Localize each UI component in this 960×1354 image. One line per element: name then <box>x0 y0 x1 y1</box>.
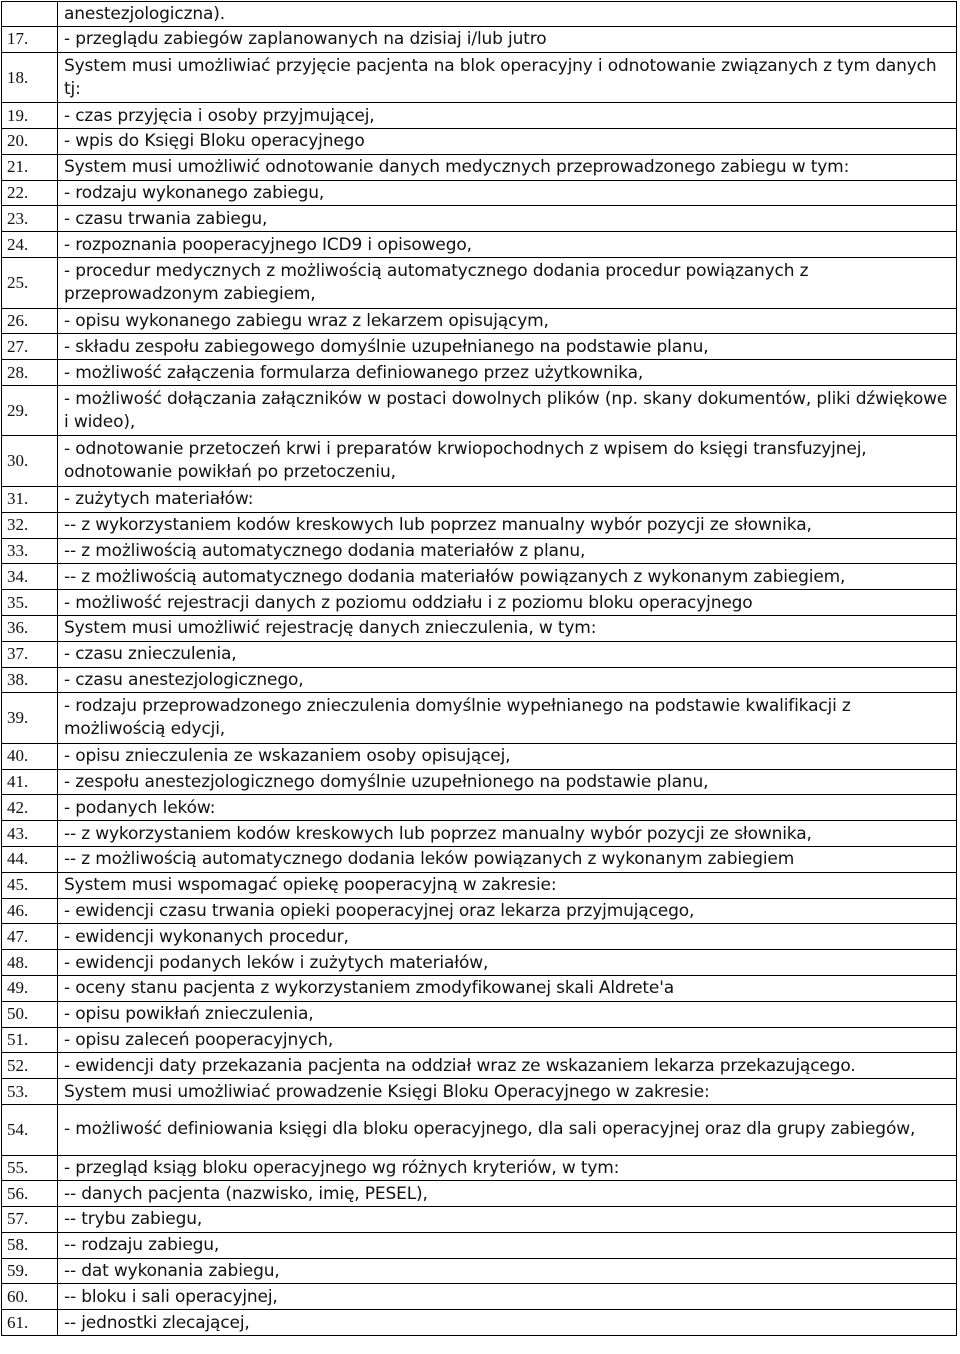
requirement-text: - opisu znieczulenia ze wskazaniem osoby opisującej, <box>58 743 957 769</box>
requirement-text: - rodzaju przeprowadzonego znieczulenia domyślnie wypełnianego na podstawie kwalifikacji z możliwością edycji, <box>58 693 957 744</box>
requirement-text: - odnotowanie przetoczeń krwi i preparatów krwiopochodnych z wpisem do księgi transfuzyjnej, odnotowanie powikłań po przetoczeniu, <box>58 436 957 487</box>
requirement-text: - składu zespołu zabiegowego domyślnie uzupełnianego na podstawie planu, <box>58 334 957 360</box>
table-row <box>2 641 957 667</box>
table-row <box>2 1001 957 1027</box>
row-number: 51. <box>2 1027 58 1053</box>
table-row <box>2 615 957 641</box>
requirement-text: System musi umożliwić rejestrację danych znieczulenia, w tym: <box>58 615 957 641</box>
table-row <box>2 667 957 693</box>
table-row <box>2 872 957 898</box>
requirement-text: - opisu powikłań znieczulenia, <box>58 1001 957 1027</box>
table-row <box>2 743 957 769</box>
table-row <box>2 821 957 847</box>
requirement-text: - opisu zaleceń pooperacyjnych, <box>58 1027 957 1053</box>
table-row <box>2 769 957 795</box>
row-number: 35. <box>2 590 58 616</box>
table-row <box>2 1053 957 1079</box>
table-row <box>2 1079 957 1105</box>
row-number: 48. <box>2 950 58 976</box>
table-row <box>2 27 957 53</box>
row-number: 49. <box>2 976 58 1002</box>
table-row <box>2 1232 957 1258</box>
row-number: 33. <box>2 538 58 564</box>
requirement-text: -- z możliwością automatycznego dodania leków powiązanych z wykonanym zabiegiem <box>58 847 957 873</box>
row-number: 43. <box>2 821 58 847</box>
requirement-text: -- z możliwością automatycznego dodania materiałów powiązanych z wykonanym zabiegiem, <box>58 564 957 590</box>
table-row <box>2 1155 957 1181</box>
row-number: 41. <box>2 769 58 795</box>
requirement-text: - podanych leków: <box>58 795 957 821</box>
row-number <box>2 2 58 27</box>
requirement-text: - ewidencji podanych leków i zużytych materiałów, <box>58 950 957 976</box>
row-number: 28. <box>2 360 58 386</box>
row-number: 29. <box>2 385 58 436</box>
requirement-text: anestezjologiczna). <box>58 2 957 27</box>
table-row <box>2 232 957 258</box>
table-row <box>2 52 957 103</box>
row-number: 24. <box>2 232 58 258</box>
row-number: 25. <box>2 258 58 309</box>
requirement-text: -- trybu zabiegu, <box>58 1207 957 1233</box>
table-row <box>2 486 957 512</box>
row-number: 53. <box>2 1079 58 1105</box>
table-row <box>2 538 957 564</box>
table-row <box>2 924 957 950</box>
requirement-text: -- z możliwością automatycznego dodania materiałów z planu, <box>58 538 957 564</box>
requirement-text: - wpis do Księgi Bloku operacyjnego <box>58 129 957 155</box>
table-row <box>2 1027 957 1053</box>
table-row <box>2 436 957 487</box>
requirement-text: - czasu znieczulenia, <box>58 641 957 667</box>
table-row <box>2 590 957 616</box>
table-row <box>2 512 957 538</box>
row-number: 38. <box>2 667 58 693</box>
requirement-text: - przegląd ksiąg bloku operacyjnego wg różnych kryteriów, w tym: <box>58 1155 957 1181</box>
table-row <box>2 1181 957 1207</box>
row-number: 30. <box>2 436 58 487</box>
row-number: 42. <box>2 795 58 821</box>
row-number: 26. <box>2 308 58 334</box>
row-number: 55. <box>2 1155 58 1181</box>
table-row <box>2 360 957 386</box>
requirement-text: - ewidencji czasu trwania opieki pooperacyjnej oraz lekarza przyjmującego, <box>58 898 957 924</box>
table-row <box>2 334 957 360</box>
requirement-text: - możliwość rejestracji danych z poziomu oddziału i z poziomu bloku operacyjnego <box>58 590 957 616</box>
row-number: 39. <box>2 693 58 744</box>
row-number: 18. <box>2 52 58 103</box>
row-number: 46. <box>2 898 58 924</box>
row-number: 54. <box>2 1105 58 1156</box>
table-row <box>2 258 957 309</box>
requirement-text: - czas przyjęcia i osoby przyjmującej, <box>58 103 957 129</box>
requirement-text: - oceny stanu pacjenta z wykorzystaniem zmodyfikowanej skali Aldrete'a <box>58 976 957 1002</box>
requirement-text: System musi umożliwiać prowadzenie Księgi Bloku Operacyjnego w zakresie: <box>58 1079 957 1105</box>
requirement-text: - ewidencji daty przekazania pacjenta na oddział wraz ze wskazaniem lekarza przekazującego. <box>58 1053 957 1079</box>
requirement-text: - przeglądu zabiegów zaplanowanych na dzisiaj i/lub jutro <box>58 27 957 53</box>
table-row <box>2 1105 957 1156</box>
row-number: 34. <box>2 564 58 590</box>
row-number: 31. <box>2 486 58 512</box>
requirement-text: -- jednostki zlecającej, <box>58 1310 957 1336</box>
row-number: 60. <box>2 1284 58 1310</box>
table-row <box>2 103 957 129</box>
row-number: 37. <box>2 641 58 667</box>
requirement-text: - opisu wykonanego zabiegu wraz z lekarzem opisującym, <box>58 308 957 334</box>
requirement-text: - możliwość dołączania załączników w postaci dowolnych plików (np. skany dokumentów, pliki dźwiękowe i wideo), <box>58 385 957 436</box>
row-number: 27. <box>2 334 58 360</box>
table-row <box>2 1310 957 1336</box>
row-number: 19. <box>2 103 58 129</box>
table-row <box>2 693 957 744</box>
requirement-text: - zużytych materiałów: <box>58 486 957 512</box>
row-number: 44. <box>2 847 58 873</box>
requirement-text: -- bloku i sali operacyjnej, <box>58 1284 957 1310</box>
table-row <box>2 2 957 27</box>
requirement-text: - możliwość definiowania księgi dla bloku operacyjnego, dla sali operacyjnej oraz dla grupy zabiegów, <box>58 1105 957 1156</box>
row-number: 57. <box>2 1207 58 1233</box>
table-row <box>2 385 957 436</box>
requirement-text: - zespołu anestezjologicznego domyślnie uzupełnionego na podstawie planu, <box>58 769 957 795</box>
row-number: 21. <box>2 154 58 180</box>
requirement-text: - ewidencji wykonanych procedur, <box>58 924 957 950</box>
requirement-text: - czasu anestezjologicznego, <box>58 667 957 693</box>
row-number: 40. <box>2 743 58 769</box>
row-number: 20. <box>2 129 58 155</box>
requirement-text: - rozpoznania pooperacyjnego ICD9 i opisowego, <box>58 232 957 258</box>
requirements-table-body <box>2 2 957 1336</box>
row-number: 59. <box>2 1258 58 1284</box>
requirement-text: System musi wspomagać opiekę pooperacyjną w zakresie: <box>58 872 957 898</box>
requirements-table <box>1 1 957 1336</box>
table-row <box>2 564 957 590</box>
row-number: 23. <box>2 206 58 232</box>
row-number: 56. <box>2 1181 58 1207</box>
requirement-text: -- z wykorzystaniem kodów kreskowych lub poprzez manualny wybór pozycji ze słownika, <box>58 821 957 847</box>
row-number: 32. <box>2 512 58 538</box>
requirement-text: - czasu trwania zabiegu, <box>58 206 957 232</box>
requirement-text: System musi umożliwiać przyjęcie pacjenta na blok operacyjny i odnotowanie związanych z tym danych tj: <box>58 52 957 103</box>
row-number: 22. <box>2 180 58 206</box>
table-row <box>2 795 957 821</box>
table-row <box>2 308 957 334</box>
table-row <box>2 1258 957 1284</box>
table-row <box>2 1207 957 1233</box>
table-row <box>2 847 957 873</box>
table-row <box>2 180 957 206</box>
row-number: 61. <box>2 1310 58 1336</box>
row-number: 52. <box>2 1053 58 1079</box>
requirement-text: -- danych pacjenta (nazwisko, imię, PESEL), <box>58 1181 957 1207</box>
row-number: 45. <box>2 872 58 898</box>
row-number: 58. <box>2 1232 58 1258</box>
row-number: 17. <box>2 27 58 53</box>
requirement-text: -- rodzaju zabiegu, <box>58 1232 957 1258</box>
table-row <box>2 950 957 976</box>
requirement-text: - procedur medycznych z możliwością automatycznego dodania procedur powiązanych z przeprowadzonym zabiegiem, <box>58 258 957 309</box>
table-row <box>2 976 957 1002</box>
table-row <box>2 129 957 155</box>
row-number: 50. <box>2 1001 58 1027</box>
row-number: 36. <box>2 615 58 641</box>
table-row <box>2 206 957 232</box>
row-number: 47. <box>2 924 58 950</box>
requirement-text: System musi umożliwić odnotowanie danych medycznych przeprowadzonego zabiegu w tym: <box>58 154 957 180</box>
table-row <box>2 898 957 924</box>
table-row <box>2 1284 957 1310</box>
requirement-text: -- z wykorzystaniem kodów kreskowych lub poprzez manualny wybór pozycji ze słownika, <box>58 512 957 538</box>
requirement-text: -- dat wykonania zabiegu, <box>58 1258 957 1284</box>
requirement-text: - rodzaju wykonanego zabiegu, <box>58 180 957 206</box>
requirement-text: - możliwość załączenia formularza definiowanego przez użytkownika, <box>58 360 957 386</box>
table-row <box>2 154 957 180</box>
